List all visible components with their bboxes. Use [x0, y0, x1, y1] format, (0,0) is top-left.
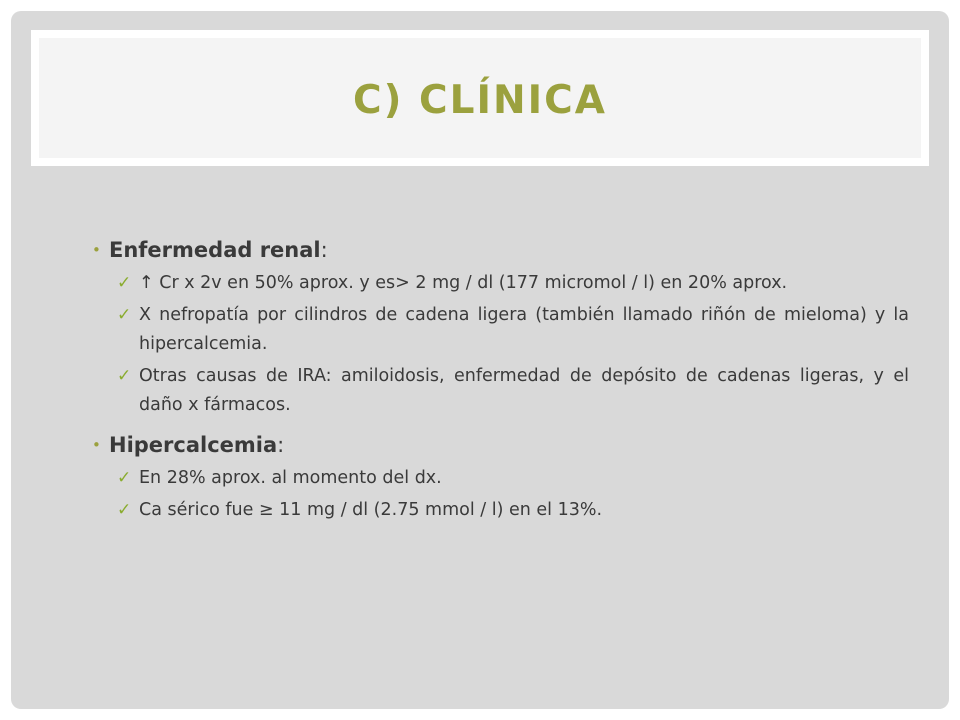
list-item [109, 496, 909, 525]
list-item [109, 301, 909, 359]
slide [11, 11, 949, 709]
list-item [109, 464, 909, 493]
section-heading-text: Hipercalcemia [109, 433, 278, 457]
list-item-text: X nefropatía por cilindros de cadena ligera (también llamado riñón de mieloma) y la hipercalcemia. [139, 305, 909, 354]
sub-list [109, 269, 909, 420]
section-heading-suffix: : [277, 433, 285, 457]
checkmark-icon: ✓ [117, 468, 132, 488]
section-hipercalcemia [92, 430, 909, 525]
list-item-text: Ca sérico fue ≥ 11 mg / dl (2.75 mmol / l) en el 13%. [139, 500, 603, 520]
slide-content [92, 235, 909, 535]
sub-list [109, 464, 909, 525]
title-band [31, 30, 929, 166]
checkmark-icon: ✓ [117, 305, 132, 325]
bullet-icon: • [92, 241, 101, 259]
list-item [109, 269, 909, 298]
section-heading-suffix: : [320, 238, 328, 262]
checkmark-icon: ✓ [117, 366, 132, 386]
list-item-text: Otras causas de IRA: amiloidosis, enfermedad de depósito de cadenas ligeras, y el daño x fármacos. [139, 366, 909, 415]
list-item [109, 362, 909, 420]
section-heading-text: Enfermedad renal [109, 238, 321, 262]
section-heading [92, 235, 909, 265]
list-item-text: En 28% aprox. al momento del dx. [139, 468, 442, 488]
section-heading [92, 430, 909, 460]
checkmark-icon: ✓ [117, 273, 132, 293]
slide-title: C) CLÍNICA [353, 78, 607, 123]
list-item-text: ↑ Cr x 2v en 50% aprox. y es> 2 mg / dl (177 micromol / l) en 20% aprox. [139, 273, 788, 293]
bullet-icon: • [92, 436, 101, 454]
checkmark-icon: ✓ [117, 500, 132, 520]
section-enfermedad-renal [92, 235, 909, 420]
